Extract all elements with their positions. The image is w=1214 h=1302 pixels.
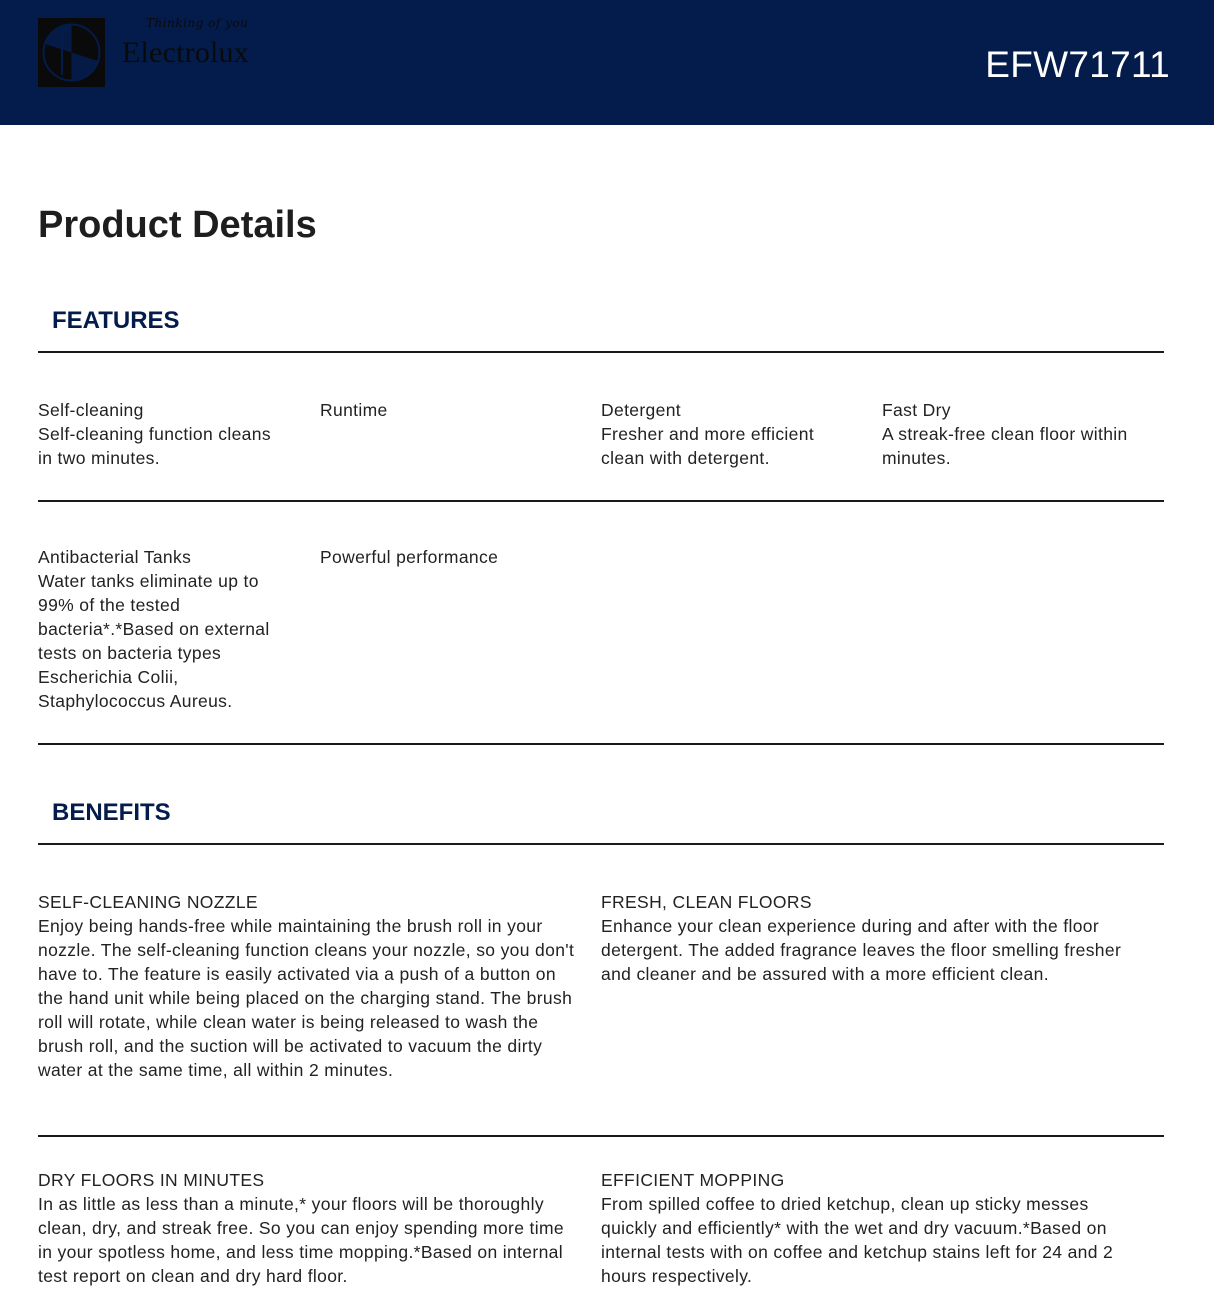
feature-description: A streak-free clean floor within minutes. — [882, 424, 1128, 468]
divider — [38, 500, 1164, 502]
benefit-description: Enhance your clean experience during and after with the floor detergent. The added fragrance leaves the floor smelling fresher and cleaner and be assured with a more efficient clean. — [601, 916, 1122, 984]
feature-item — [320, 545, 570, 569]
model-number: EFW71711 — [985, 44, 1170, 85]
header-bar — [0, 0, 1214, 125]
divider — [38, 843, 1164, 845]
benefit-title: FRESH, CLEAN FLOORS — [601, 892, 812, 912]
feature-item — [601, 398, 851, 470]
benefit-description: In as little as less than a minute,* your floors will be thoroughly clean, dry, and streak free. So you can enjoy spending more time in your spotless home, and less time mopping.*Based on internal test report on clean and dry hard floor. — [38, 1194, 564, 1286]
benefit-item — [601, 890, 1141, 986]
benefit-title: EFFICIENT MOPPING — [601, 1170, 785, 1190]
benefit-description: From spilled coffee to dried ketchup, clean up sticky messes quickly and efficiently* with the wet and dry vacuum.*Based on internal tests with on coffee and ketchup stains left for 24 and 2 hours respectively. — [601, 1194, 1114, 1286]
feature-title: Powerful performance — [320, 547, 499, 567]
divider — [38, 743, 1164, 745]
feature-title: Detergent — [601, 400, 682, 420]
feature-description: Self-cleaning function cleans in two minutes. — [38, 424, 271, 468]
benefit-description: Enjoy being hands-free while maintaining the brush roll in your nozzle. The self-cleaning function cleans your nozzle, so you don't have to. The feature is easily activated via a push of a button on the hand unit while being placed on the charging stand. The brush roll will rotate, while clean water is being released to wash the brush roll, and the suction will be activated to vacuum the dirty water at the same time, all within 2 minutes. — [38, 916, 575, 1080]
electrolux-logo-icon — [38, 18, 105, 87]
brand-tagline: Thinking of you — [146, 16, 249, 30]
feature-title: Self-cleaning — [38, 400, 144, 420]
benefit-item — [601, 1168, 1141, 1288]
page-title: Product Details — [38, 204, 317, 246]
features-heading: FEATURES — [52, 307, 180, 334]
feature-title: Fast Dry — [882, 400, 951, 420]
benefit-item — [38, 890, 578, 1082]
feature-description: Water tanks eliminate up to 99% of the tested bacteria*.*Based on external tests on bacteria types Escherichia Colii, Staphylococcus Aureus. — [38, 571, 270, 711]
feature-title: Runtime — [320, 400, 388, 420]
feature-item — [38, 398, 288, 470]
brand-wordmark: Electrolux — [122, 36, 249, 69]
benefit-title: DRY FLOORS IN MINUTES — [38, 1170, 265, 1190]
benefits-heading: BENEFITS — [52, 799, 171, 826]
divider — [38, 1135, 1164, 1137]
feature-item — [38, 545, 288, 713]
feature-item — [320, 398, 570, 422]
divider — [38, 351, 1164, 353]
feature-title: Antibacterial Tanks — [38, 547, 192, 567]
benefit-title: SELF-CLEANING NOZZLE — [38, 892, 258, 912]
benefit-item — [38, 1168, 578, 1288]
feature-item — [882, 398, 1132, 470]
feature-description: Fresher and more efficient clean with detergent. — [601, 424, 815, 468]
brand-logo — [38, 18, 288, 88]
